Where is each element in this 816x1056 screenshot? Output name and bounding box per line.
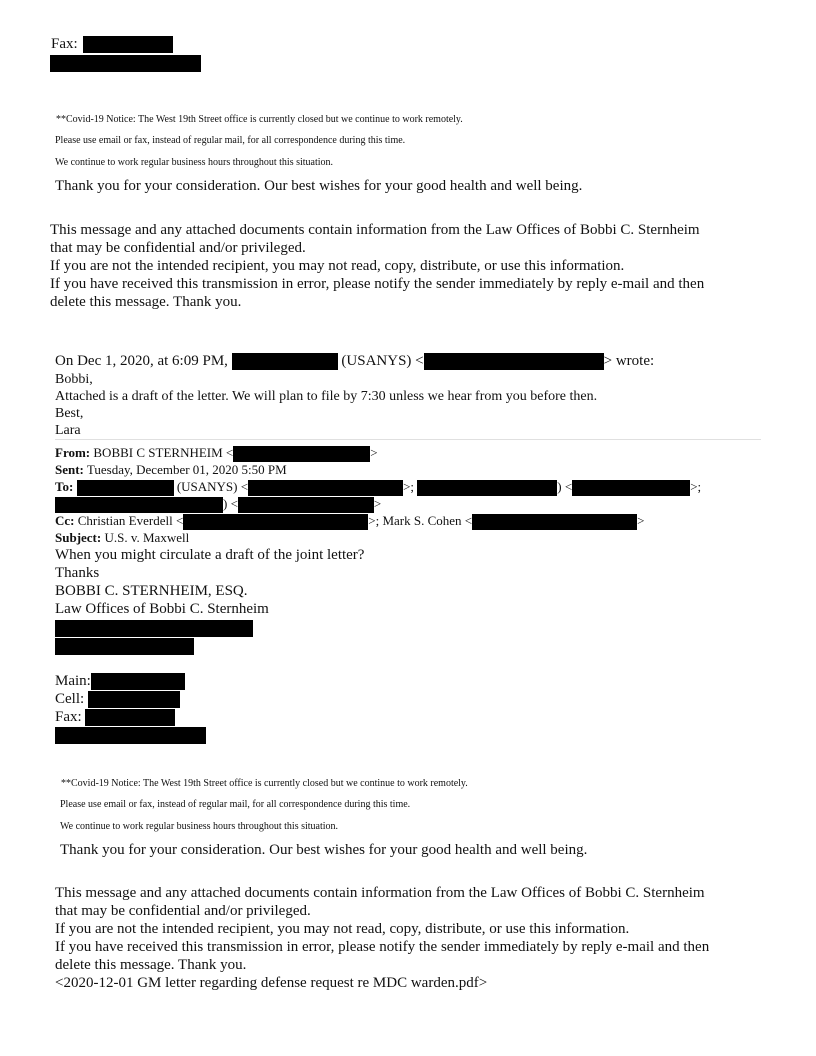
redaction-bar (91, 673, 185, 690)
redaction-bar (55, 638, 194, 655)
conf-line: If you are not the intended recipient, you may not read, copy, distribute, or use this information. (50, 258, 625, 274)
reply-wrote: > wrote: (603, 353, 655, 369)
to-close: > (373, 496, 382, 511)
top-covid-email: Please use email or fax, instead of regular mail, for all correspondence during this time. (55, 135, 406, 146)
reply-usanys: (USANYS) < (341, 353, 424, 369)
reply-on-prefix: On Dec 1, 2020, at 6:09 PM, (55, 353, 228, 369)
cc-sep: >; Mark S. Cohen < (368, 513, 473, 528)
original-question: When you might circulate a draft of the joint letter? (55, 547, 365, 563)
to-sep: >; (690, 479, 702, 494)
covid-hours: We continue to work regular business hours throughout this situation. (60, 821, 339, 832)
redaction-bar (572, 480, 690, 496)
top-confidentiality (50, 221, 770, 311)
attachment[interactable]: <2020-12-01 GM letter regarding defense request re MDC warden.pdf> (55, 975, 488, 991)
reply-closing: Best, (55, 406, 84, 421)
conf-line: This message and any attached documents contain information from the Law Offices of Bobbi C. Sternheim (50, 222, 700, 238)
reply-greeting: Bobbi, (55, 372, 93, 387)
redaction-bar (83, 36, 173, 53)
redaction-bar (50, 55, 201, 72)
conf-line: If you have received this transmission in error, please notify the sender immediately by reply e-mail and then (55, 939, 710, 955)
header-sent (55, 462, 287, 478)
top-fax-line (51, 36, 173, 53)
redaction-bar (238, 497, 374, 513)
from-close: > (370, 445, 378, 460)
to-sep: >; (403, 479, 415, 494)
redaction-bar (77, 480, 174, 496)
sent-label: Sent: (55, 462, 84, 477)
header-subject (55, 530, 189, 546)
fax-label: Fax: (55, 709, 82, 725)
cell-label: Cell: (55, 691, 85, 707)
redaction-bar (248, 480, 403, 496)
reply-attribution (55, 353, 654, 370)
redaction-bar (472, 514, 637, 530)
conf-line: delete this message. Thank you. (50, 294, 242, 310)
conf-line: If you have received this transmission in error, please notify the sender immediately by reply e-mail and then (50, 276, 705, 292)
header-to-cont (55, 496, 381, 513)
redaction-bar (55, 497, 223, 513)
reply-body: Attached is a draft of the letter. We will plan to file by 7:30 unless we hear from you before then. (55, 389, 598, 404)
redaction-bar (233, 446, 370, 462)
covid-email: Please use email or fax, instead of regular mail, for all correspondence during this time. (60, 799, 411, 810)
cc-label: Cc: (55, 513, 75, 528)
redaction-bar (85, 709, 175, 726)
redaction-bar (417, 480, 557, 496)
to-paren: ) < (223, 496, 238, 511)
original-thanks: Thanks (55, 565, 100, 581)
from-label: From: (55, 445, 91, 460)
conf-line: If you are not the intended recipient, you may not read, copy, distribute, or use this information. (55, 921, 630, 937)
covid-notice: **Covid-19 Notice: The West 19th Street office is currently closed but we continue to work remotely. (61, 778, 468, 789)
cc-name1: Christian Everdell < (77, 513, 184, 528)
redaction-bar (55, 620, 253, 637)
redaction-bar (88, 691, 180, 708)
main-label: Main: (55, 673, 91, 689)
header-to (55, 479, 701, 496)
signature-name: BOBBI C. STERNHEIM, ESQ. (55, 583, 248, 599)
subject-value: U.S. v. Maxwell (104, 530, 190, 545)
redaction-bar (424, 353, 604, 370)
signature-cell (55, 691, 180, 708)
to-paren: ) < (557, 479, 573, 494)
original-thanks-line: Thank you for your consideration. Our best wishes for your good health and well being. (60, 842, 588, 858)
top-fax-label: Fax: (51, 36, 78, 52)
header-cc (55, 513, 644, 530)
signature-firm: Law Offices of Bobbi C. Sternheim (55, 601, 269, 617)
signature-main (55, 673, 185, 690)
header-divider (55, 439, 761, 440)
from-value: BOBBI C STERNHEIM < (93, 445, 234, 460)
conf-line: that may be confidential and/or privileged. (55, 903, 311, 919)
reply-signature: Lara (55, 423, 81, 438)
conf-line: that may be confidential and/or privileged. (50, 240, 306, 256)
conf-line: delete this message. Thank you. (55, 957, 247, 973)
conf-line: This message and any attached documents contain information from the Law Offices of Bobbi C. Sternheim (55, 885, 705, 901)
redaction-bar (232, 353, 338, 370)
top-thanks: Thank you for your consideration. Our best wishes for your good health and well being. (55, 178, 583, 194)
subject-label: Subject: (55, 530, 102, 545)
confidentiality (55, 884, 775, 992)
sent-value: Tuesday, December 01, 2020 5:50 PM (86, 462, 287, 477)
cc-close: > (637, 513, 645, 528)
header-from (55, 445, 378, 462)
to-label: To: (55, 479, 74, 494)
top-covid-notice: **Covid-19 Notice: The West 19th Street office is currently closed but we continue to work remotely. (56, 114, 463, 125)
to-usanys: (USANYS) < (176, 479, 249, 494)
signature-fax (55, 709, 175, 726)
redaction-bar (183, 514, 368, 530)
redaction-bar (55, 727, 206, 744)
top-covid-hours: We continue to work regular business hours throughout this situation. (55, 157, 334, 168)
